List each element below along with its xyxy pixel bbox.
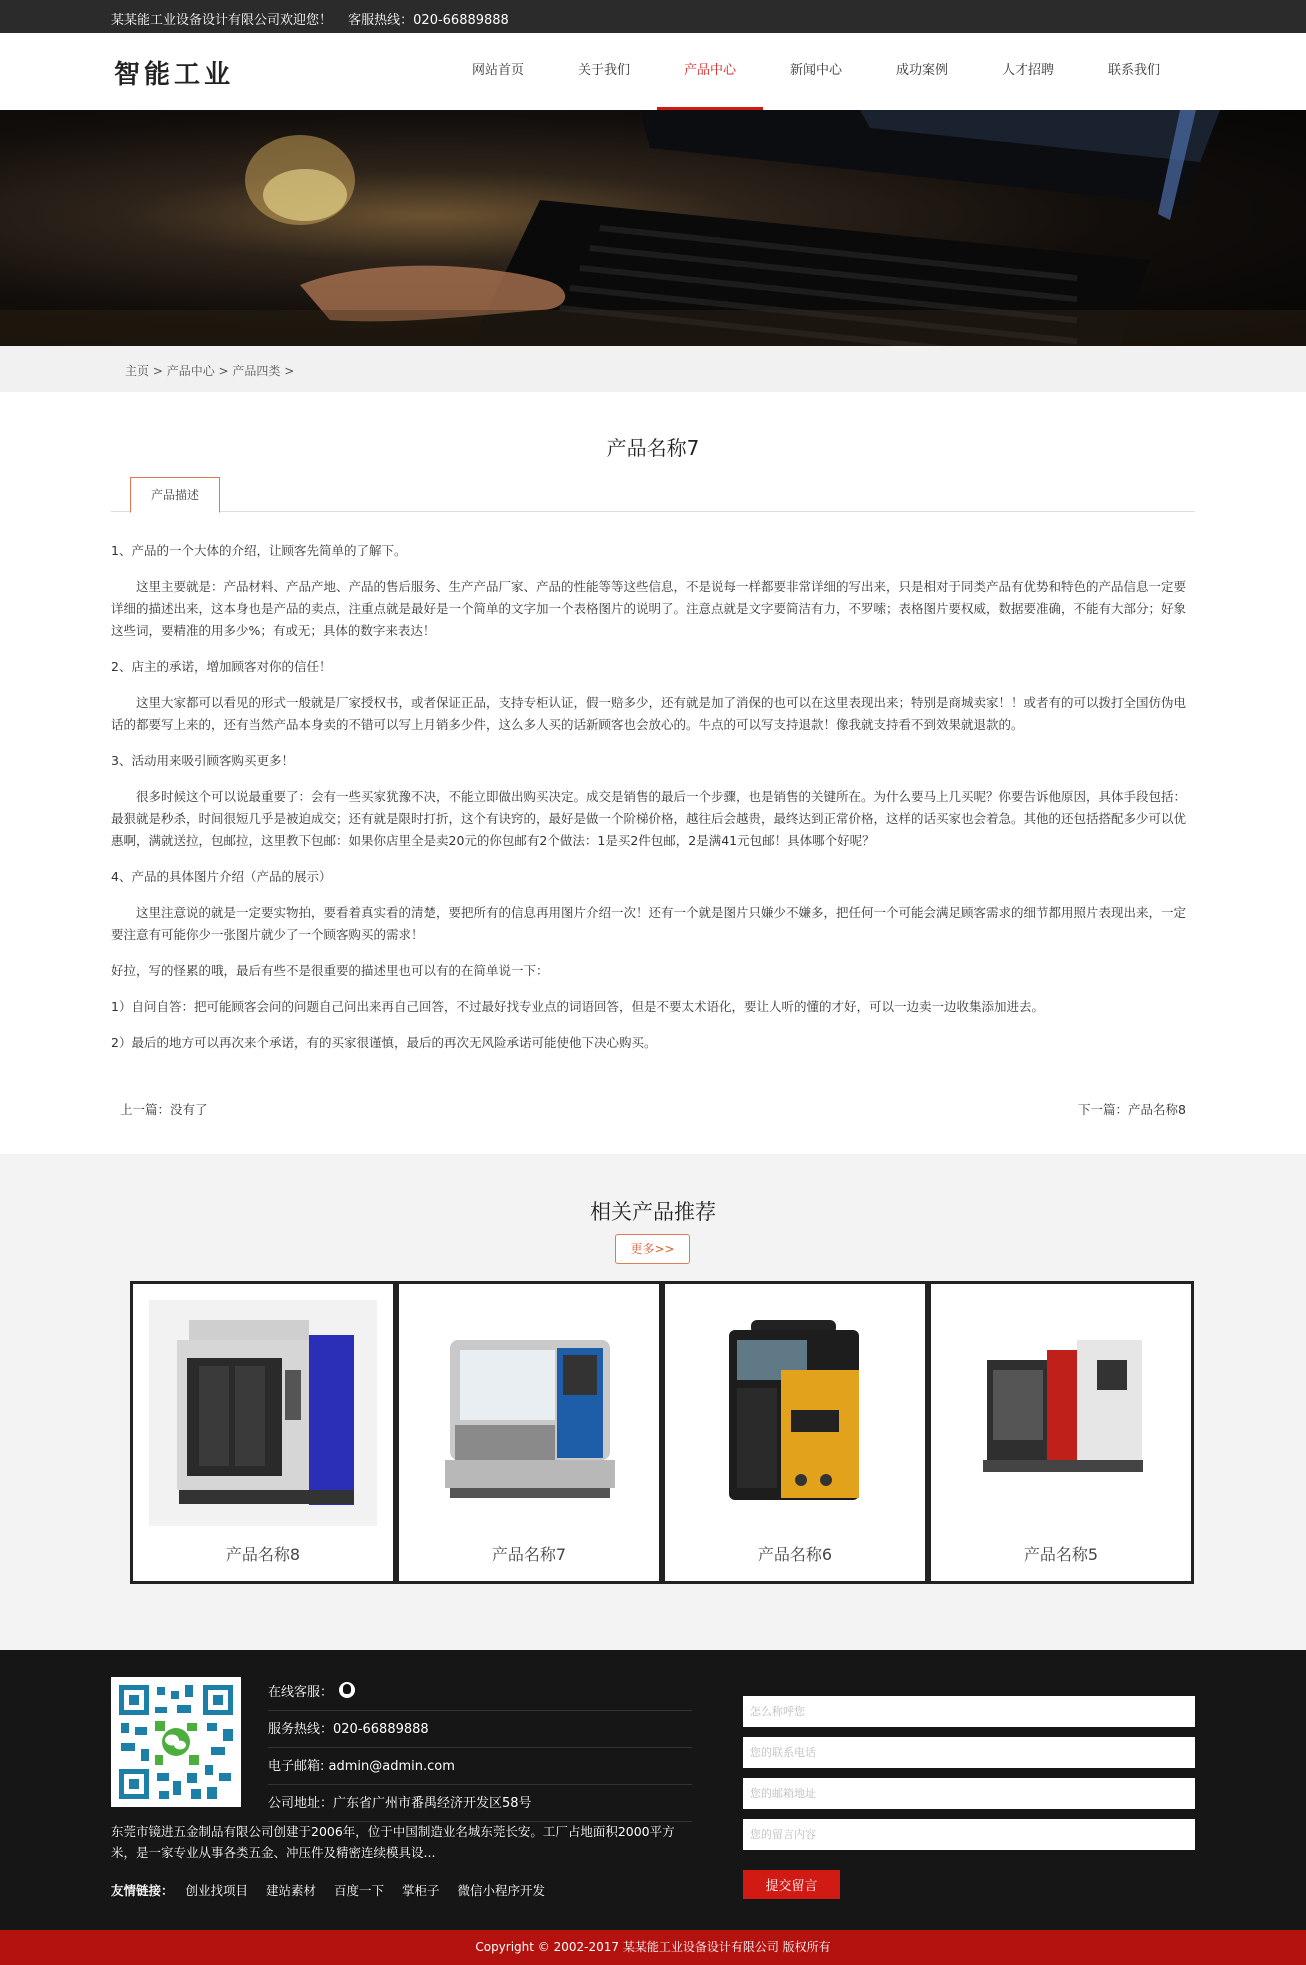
breadcrumb-category[interactable]: 产品四类 bbox=[232, 364, 281, 378]
nav-item-contact[interactable]: 联系我们 bbox=[1107, 63, 1160, 78]
friend-link[interactable]: 建站素材 bbox=[266, 1883, 317, 1898]
product-card[interactable] bbox=[928, 1281, 1194, 1584]
detail-tabs bbox=[111, 477, 1195, 512]
breadcrumb: 主页 > 产品中心 > 产品四类 > bbox=[125, 364, 295, 378]
product-name[interactable]: 产品名称8 bbox=[225, 1545, 301, 1564]
product-name[interactable]: 产品名称7 bbox=[491, 1545, 567, 1564]
friend-links-label: 友情链接： bbox=[111, 1883, 174, 1898]
site-header bbox=[0, 33, 1306, 110]
online-service-label: 在线客服： bbox=[268, 1685, 334, 1700]
product-cards bbox=[130, 1281, 1195, 1584]
paragraph: 3、活动用来吸引顾客购买更多！ bbox=[111, 753, 294, 768]
nav-item-home[interactable]: 网站首页 bbox=[471, 63, 524, 78]
paragraph: 很多时候这个可以说最重要了：会有一些买家犹豫不决，不能立即做出购买决定。成交是销售的最后一个步骤，也是销售的关键所在。为什么要马上几买呢？你要告诉他原因，具体手段包括：最狠就是秒杀，时间很短几乎是被迫成交；还有就是限时打折，这个有诀窍的，最好是做一个阶梯价格，越往后会越贵，最终达到正常价格，这样的话买家也会着急。其他的还包括搭配多少可以优惠啊，满就送拉，包邮拉，这里教下包邮：如果你店里全是卖20元的你包邮有2个做法：1是买2件包邮，2是满41元包邮！具体哪个好呢？ bbox=[111, 789, 1187, 848]
contact-info bbox=[268, 1674, 692, 1822]
related-title: 相关产品推荐 bbox=[590, 1200, 716, 1224]
related-products bbox=[0, 1154, 1306, 1650]
product-image[interactable] bbox=[415, 1300, 643, 1526]
main-nav bbox=[445, 33, 1187, 110]
top-bar bbox=[0, 0, 1306, 33]
company-description: 东莞市镜进五金制品有限公司创建于2006年，位于中国制造业名城东莞长安。工厂占地面积2000平方米，是一家专业从事各类五金、冲压件及精密连续模具设... bbox=[111, 1824, 675, 1860]
next-link[interactable]: 下一篇：产品名称8 bbox=[1078, 1102, 1186, 1117]
breadcrumb-home[interactable]: 主页 bbox=[125, 364, 150, 378]
more-button[interactable]: 更多>> bbox=[615, 1234, 690, 1264]
site-footer bbox=[0, 1650, 1306, 1930]
wechat-qr-code bbox=[111, 1677, 241, 1807]
paragraph: 4、产品的具体图片介绍（产品的展示） bbox=[111, 869, 332, 884]
paragraph: 1、产品的一个大体的介绍，让顾客先简单的了解下。 bbox=[111, 543, 407, 558]
product-card[interactable] bbox=[662, 1281, 928, 1584]
welcome-text: 某某能工业设备设计有限公司欢迎您！ bbox=[111, 13, 333, 28]
friend-link[interactable]: 百度一下 bbox=[334, 1883, 385, 1898]
nav-item-jobs[interactable]: 人才招聘 bbox=[1001, 63, 1054, 78]
paragraph: 好拉，写的怪累的哦，最后有些不是很重要的描述里也可以有的在简单说一下： bbox=[111, 963, 549, 978]
site-logo[interactable]: 智能工业 bbox=[114, 60, 235, 90]
qq-icon[interactable] bbox=[339, 1682, 355, 1698]
email-field[interactable] bbox=[743, 1778, 1195, 1809]
paragraph: 1）自问自答：把可能顾客会问的问题自己问出来再自己回答，不过最好找专业点的词语回答，但是不要太术语化，要让人听的懂的才好，可以一边卖一边收集添加进去。 bbox=[111, 999, 1044, 1014]
paragraph: 2）最后的地方可以再次来个承诺，有的买家很谨慎，最后的再次无风险承诺可能使他下决心购买。 bbox=[111, 1035, 657, 1050]
paragraph: 这里大家都可以看见的形式一般就是厂家授权书，或者保证正品，支持专柜认证，假一赔多少，还有就是加了消保的也可以在这里表现出来；特别是商城卖家！！或者有的可以拨打全国仿伪电话的都要写上来的，还有当然产品本身卖的不错可以写上月销多少件，这么多人买的话新顾客也会放心的。牛点的可以写支持退款！像我就支持看不到效果就退款的。 bbox=[111, 695, 1187, 732]
banner-image bbox=[0, 110, 1306, 346]
nav-item-cases[interactable]: 成功案例 bbox=[895, 63, 948, 78]
product-card[interactable] bbox=[130, 1281, 396, 1584]
product-image[interactable] bbox=[681, 1300, 909, 1526]
footer-hotline: 服务热线：020-66889888 bbox=[268, 1711, 692, 1748]
paragraph: 这里注意说的就是一定要实物拍，要看着真实看的清楚，要把所有的信息再用图片介绍一次！还有一个就是图片只嫌少不嫌多，把任何一个可能会满足顾客需求的细节都用照片表现出来，一定要注意有可能你少一张图片就少了一个顾客购买的需求！ bbox=[111, 905, 1187, 942]
online-service-row bbox=[268, 1674, 692, 1711]
footer-email: 电子邮箱: admin@admin.com bbox=[268, 1748, 692, 1785]
product-name[interactable]: 产品名称5 bbox=[1023, 1545, 1099, 1564]
nav-item-about[interactable]: 关于我们 bbox=[577, 63, 630, 78]
nav-item-products[interactable]: 产品中心 bbox=[657, 33, 763, 110]
submit-message-button[interactable]: 提交留言 bbox=[743, 1870, 840, 1899]
friend-links bbox=[111, 1881, 559, 1899]
product-card[interactable] bbox=[396, 1281, 662, 1584]
paragraph: 2、店主的承诺，增加顾客对你的信任！ bbox=[111, 659, 332, 674]
message-form bbox=[743, 1696, 1195, 1860]
copyright-bar: Copyright © 2002-2017 某某能工业设备设计有限公司 版权所有 bbox=[0, 1930, 1306, 1965]
prev-link[interactable]: 上一篇：没有了 bbox=[120, 1102, 208, 1117]
name-field[interactable] bbox=[743, 1696, 1195, 1727]
phone-field[interactable] bbox=[743, 1737, 1195, 1768]
breadcrumb-products[interactable]: 产品中心 bbox=[166, 364, 215, 378]
product-image[interactable] bbox=[947, 1300, 1175, 1526]
breadcrumb-bar bbox=[0, 346, 1306, 392]
tab-description[interactable]: 产品描述 bbox=[130, 477, 220, 513]
footer-address: 公司地址：广东省广州市番禺经济开发区58号 bbox=[268, 1785, 692, 1822]
message-field[interactable] bbox=[743, 1819, 1195, 1850]
nav-item-news[interactable]: 新闻中心 bbox=[789, 63, 842, 78]
product-image[interactable] bbox=[149, 1300, 377, 1526]
prev-next-nav bbox=[120, 1100, 1186, 1118]
product-name[interactable]: 产品名称6 bbox=[757, 1545, 833, 1564]
product-description bbox=[111, 540, 1195, 1068]
product-title: 产品名称7 bbox=[606, 436, 700, 460]
paragraph: 这里主要就是：产品材料、产品产地、产品的售后服务、生产产品厂家、产品的性能等等这些信息，不是说每一样都要非常详细的写出来，只是相对于同类产品有优势和特色的产品信息一定要详细的描述出来，这本身也是产品的卖点，注重点就是最好是一个简单的文字加一个表格图片的说明了。注意点就是文字要简洁有力，不罗嗦；表格图片要权威，数据要准确，不能有大部分；好象这些词，要精准的用多少%；有或无；具体的数字来表达！ bbox=[111, 579, 1187, 638]
friend-link[interactable]: 创业找项目 bbox=[185, 1883, 249, 1898]
hotline-text: 客服热线：020-66889888 bbox=[348, 13, 509, 28]
friend-link[interactable]: 微信小程序开发 bbox=[457, 1883, 546, 1898]
friend-link[interactable]: 掌柜子 bbox=[402, 1883, 440, 1898]
